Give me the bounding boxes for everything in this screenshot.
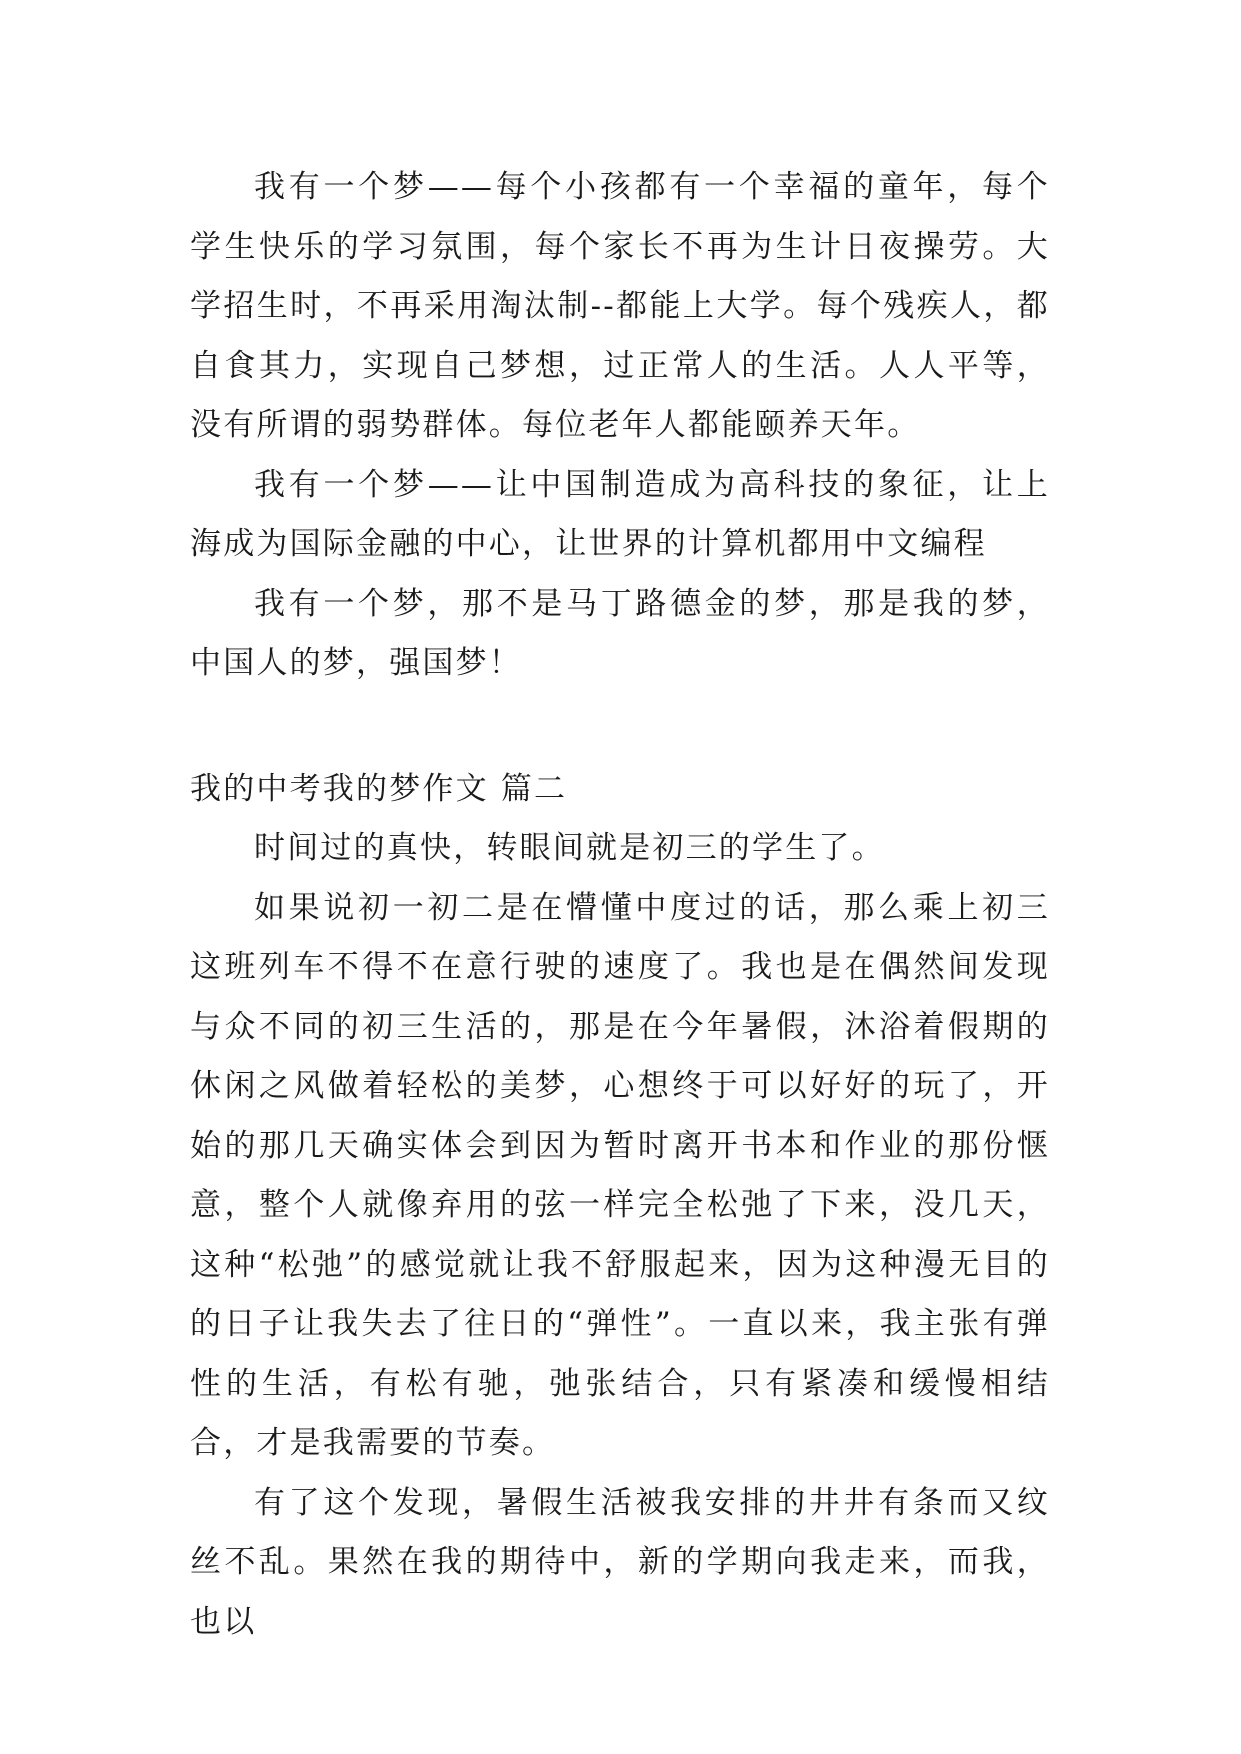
- paragraph: 我有一个梦——每个小孩都有一个幸福的童年，每个学生快乐的学习氛围，每个家长不再为生计日夜操劳。大学招生时，不再采用淘汰制--都能上大学。每个残疾人，都自食其力，实现自己梦想，过正常人的生活。人人平等，没有所谓的弱势群体。每位老年人都能颐养天年。: [190, 169, 1050, 443]
- section-heading: 我的中考我的梦作文 篇二: [190, 770, 568, 807]
- paragraph: 我有一个梦，那不是马丁路德金的梦，那是我的梦，中国人的梦，强国梦！: [190, 585, 1050, 681]
- paragraph: 时间过的真快，转眼间就是初三的学生了。: [254, 830, 885, 866]
- paragraph: 如果说初一初二是在懵懂中度过的话，那么乘上初三这班列车不得不在意行驶的速度了。我也是在偶然间发现与众不同的初三生活的，那是在今年暑假，沐浴着假期的休闲之风做着轻松的美梦，心想终于可以好好的玩了，开始的那几天确实体会到因为暂时离开书本和作业的那份惬意，整个人就像弃用的弦一样完全松弛了下来，没几天，这种“松弛”的感觉就让我不舒服起来，因为这种漫无目的的日子让我失去了往日的“弹性”。一直以来，我主张有弹性的生活，有松有驰，弛张结合，只有紧凑和缓慢相结合，才是我需要的节奏。: [190, 889, 1050, 1461]
- paragraph: 我有一个梦——让中国制造成为高科技的象征，让上海成为国际金融的中心，让世界的计算机都用中文编程: [190, 466, 1050, 562]
- paragraph: 有了这个发现，暑假生活被我安排的井井有条而又纹丝不乱。果然在我的期待中，新的学期向我走来，而我，也以: [190, 1484, 1050, 1640]
- document-page: [190, 158, 1050, 1652]
